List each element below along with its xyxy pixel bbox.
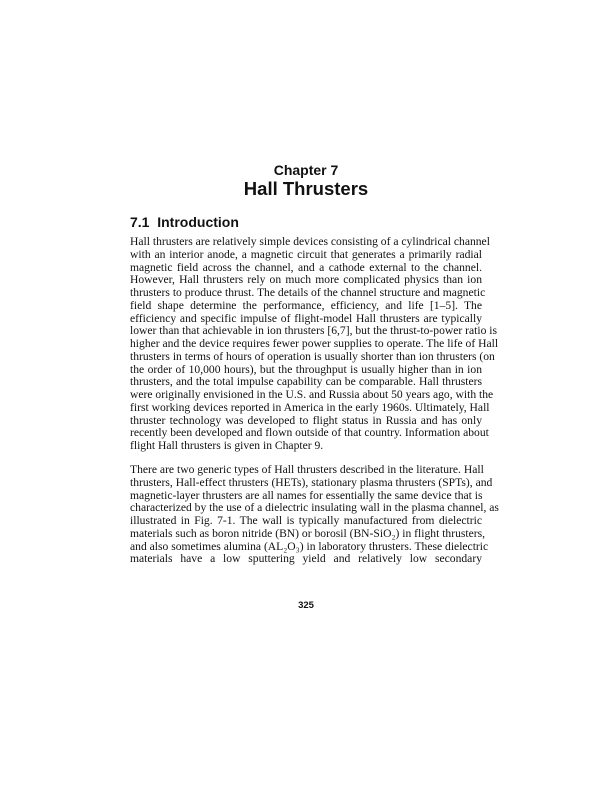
- text-line: thrusters, and the total impulse capability can be comparable. Hall thrusters: [130, 375, 482, 389]
- text-line: thrusters, Hall-effect thrusters (HETs), stationary plasma thrusters (SPTs), and: [130, 475, 493, 489]
- text-line: Hall thrusters are relatively simple devices consisting of a cylindrical channel: [130, 235, 490, 248]
- text-line: materials such as boron nitride (BN) or borosil (BN-SiO₂) in flight thrusters,: [130, 526, 486, 540]
- text-line: recently been developed and flown outside of that country. Information about: [130, 426, 489, 440]
- text-line: were originally envisioned in the U.S. and Russia about 50 years ago, with the: [130, 388, 494, 401]
- text-line: There are two generic types of Hall thrusters described in the literature. Hall: [130, 463, 484, 476]
- chapter-label: Chapter 7: [273, 162, 339, 178]
- page-number: 325: [298, 600, 314, 611]
- paragraph-introduction: [130, 235, 499, 453]
- chapter-title: Hall Thrusters: [243, 178, 369, 199]
- text-line: higher and the device requires fewer power supplies to operate. The life of Hall: [130, 337, 499, 350]
- text-line: field shape determine the performance, efficiency, and life [1–5]. The: [130, 298, 482, 312]
- text-line: magnetic field across the channel, and a cathode external to the channel.: [130, 260, 482, 274]
- text-line: thruster technology was developed to flight status in Russia and has only: [130, 413, 482, 427]
- text-line: materials have a low sputtering yield and relatively low secondary: [130, 552, 482, 566]
- section-heading: 7.1 Introduction: [130, 214, 239, 230]
- text-line: lower than that achievable in ion thrusters [6,7], but the thrust-to-power ratio is: [130, 324, 498, 338]
- text-line: characterized by the use of a dielectric insulating wall in the plasma channel, as: [130, 501, 499, 515]
- text-line: flight Hall thrusters is given in Chapter 9.: [130, 439, 324, 452]
- text-line: first working devices reported in America in the early 1960s. Ultimately, Hall: [130, 400, 490, 414]
- text-line: illustrated in Fig. 7-1. The wall is typically manufactured from dielectric: [130, 514, 482, 527]
- paragraph-hall-thruster-types: [130, 463, 499, 566]
- text-line: However, Hall thrusters rely on much more complicated physics than ion: [130, 273, 482, 287]
- text-line: thrusters to produce thrust. The details of the channel structure and magnetic: [130, 286, 486, 299]
- text-line: with an interior anode, a magnetic circuit that generates a primarily radial: [130, 247, 482, 261]
- text-line: efficiency and specific impulse of flight-model Hall thrusters are typically: [130, 311, 482, 325]
- text-line: and also sometimes alumina (AL₂O₃) in laboratory thrusters. These dielectric: [130, 539, 489, 553]
- text-line: magnetic-layer thrusters are all names for essentially the same device that is: [130, 488, 483, 502]
- text-line: the order of 10,000 hours), but the throughput is usually higher than in ion: [130, 362, 482, 376]
- text-line: thrusters in terms of hours of operation is usually shorter than ion thrusters (on: [130, 349, 495, 363]
